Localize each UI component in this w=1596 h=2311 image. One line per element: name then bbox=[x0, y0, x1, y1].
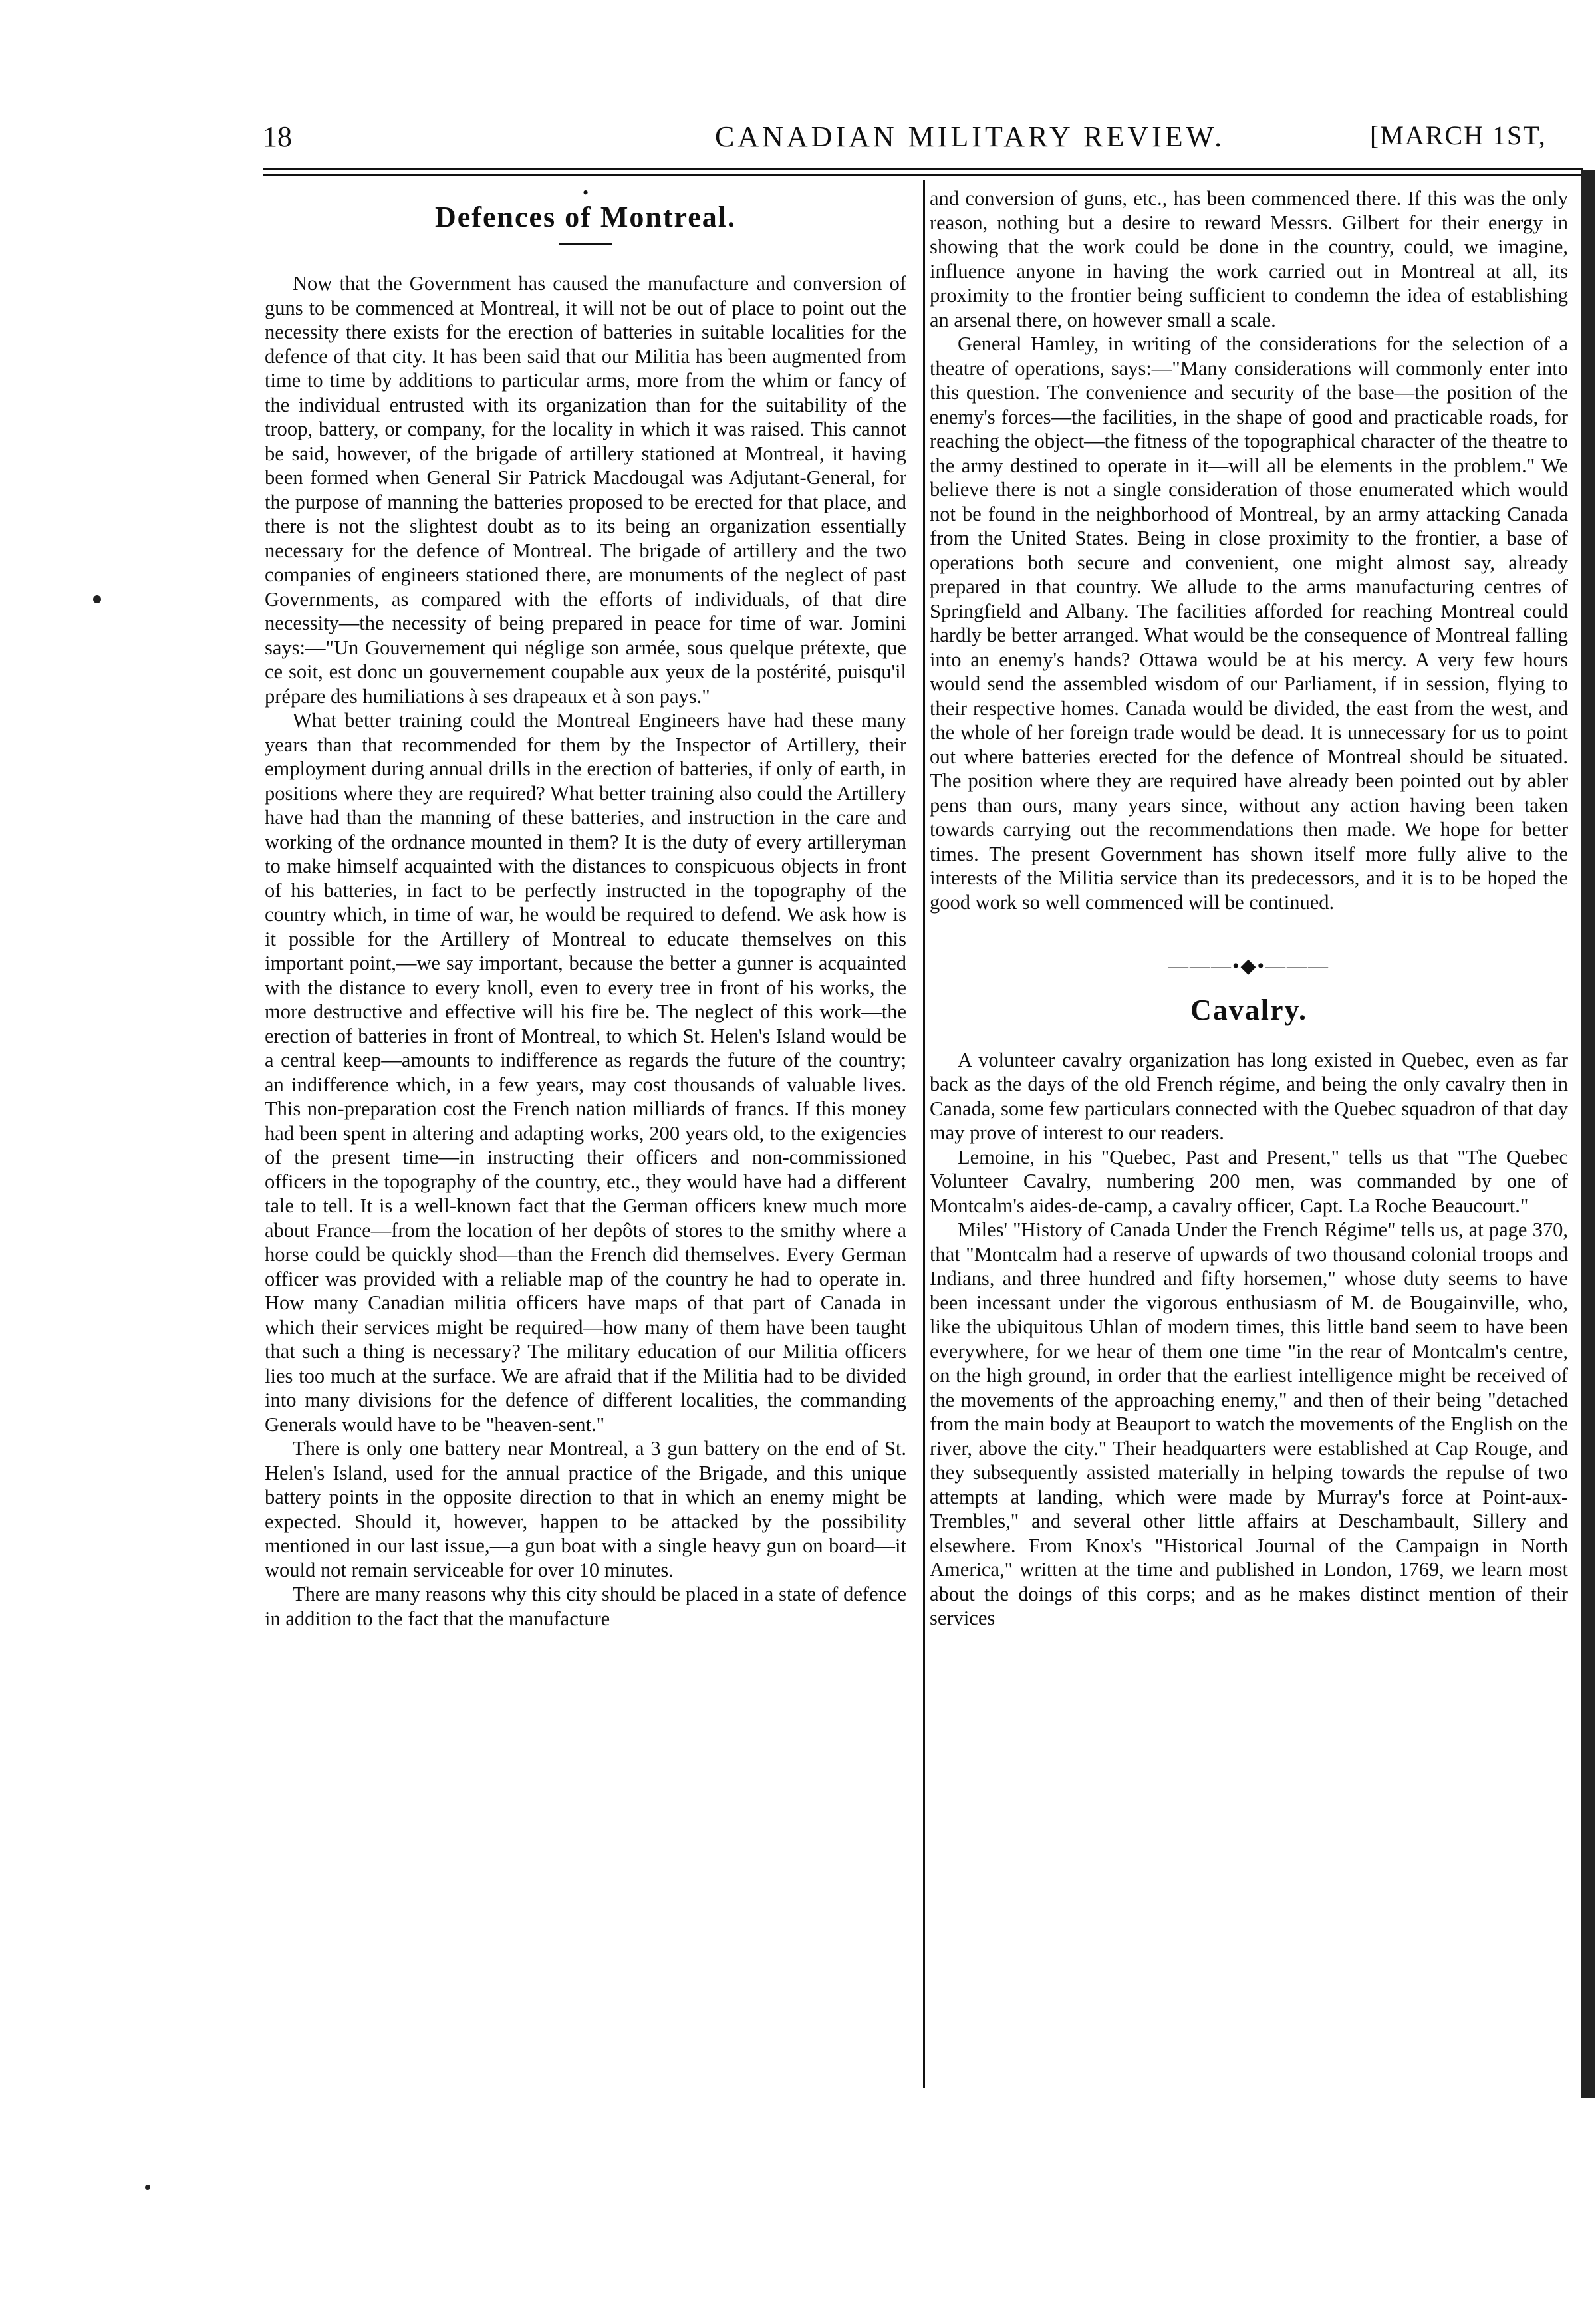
article-paragraph: Lemoine, in his "Quebec, Past and Present," tells us that "The Quebec Volunteer Cavalry, numbering 200 men, was commanded by one of Montcalm's aides-de-camp, a cavalry officer, Capt. La Roche Beaucourt." bbox=[930, 1145, 1568, 1217]
article-paragraph: A volunteer cavalry organization has long existed in Quebec, even as far back as the days of the old French régime, and being the only cavalry then in Canada, some few particulars connected with the Quebec squadron of that day may prove of interest to our readers. bbox=[930, 1048, 1568, 1144]
section-ornament: ———•◆•——— bbox=[1168, 955, 1330, 977]
page-number: 18 bbox=[263, 120, 292, 153]
article-paragraph: What better training could the Montreal Engineers have had these many years than that recommended for them by the Inspector of Artillery, their employment during annual drills in the erection of batteries, if only of earth, in positions where they are required? What better training also could the Artillery have had than the manning of these batteries, and instruction in the care and working of the ordnance mounted in them? It is the duty of every artilleryman to make himself acquainted with the distances to conspicuous objects in front of his batteries, in fact to be perfectly instructed in the topography of the country which, in time of war, he would be required to defend. We ask how is it possible for the Artillery of Montreal to educate themselves on this important point,—we say important, because the better a gunner is acquainted with the distance to every knoll, even to every tree in front of his works, the more destructive and effective will his fire be. The neglect of this work—the erection of batteries in front of Montreal, to which St. Helen's Island would be a central keep—amounts to indifference as regards the future of the country; an indifference which, in a few years, may cost thousands of valuable lives. This non-preparation cost the French nation milliards of francs. If this money had been spent in altering and adapting works, 200 years old, to the exigencies of the present time—in instructing their officers and non-commissioned officers in the topography of the country, etc., they would have had a different tale to tell. It is a well-known fact that the German officers knew much more about France—from the location of her depôts of stores to the smithy where a horse could be quickly shod—than the French did themselves. Every German officer was provided with a reliable map of the country he had to operate in. How many Canadian militia officers have maps of that part of Canada in which their services might be required—how many of them have been taught that such a thing is necessary? The military education of our Militia officers lies too much at the surface. We are afraid that if the Militia had to be divided into many divisions for the defence of different localities, the commanding Generals would have to be "heaven-sent." bbox=[265, 709, 906, 1436]
article-paragraph: Miles' "History of Canada Under the French Régime" tells us, at page 370, that "Montcalm had a reserve of upwards of two thousand colonial troops and Indians, and three hundred and fifty horsemen," whose duty seems to have been incessant under the vigorous enthusiasm of M. de Bougainville, who, like the ubiquitous Uhlan of modern times, this little band seem to have been everywhere, for we hear of them one time "in the rear of Montcalm's centre, on the high ground, in order that the earliest intelligence might be received of the movements of the approaching enemy," and then of their being "detached from the main body at Beauport to watch the movements of the English on the river, above the city." Their headquarters were established at Cap Rouge, and they subsequently assisted materially in helping towards the repulse of two attempts at landing, which were made by Murray's force at Point-aux-Trembles," and several other little affairs at Deschambault, Sillery and elsewhere. From Knox's "Historical Journal of the Campaign in North America," written at the time and published in London, 1769, we learn most about the doings of this corps; and as he makes distinct mention of their services bbox=[930, 1218, 1568, 1629]
running-head bbox=[263, 114, 1593, 161]
column-divider bbox=[923, 180, 925, 2088]
article-title-cavalry: Cavalry. bbox=[1190, 993, 1308, 1026]
article-paragraph: There is only one battery near Montreal, a 3 gun battery on the end of St. Helen's Island, used for the annual practice of the Brigade, and this unique battery points in the opposite direction to that in which an enemy might be expected. Should it, however, happen to be attacked by the possibility mentioned in our last issue,—a gun boat with a single heavy gun on board—it would not remain serviceable for over 10 minutes. bbox=[265, 1437, 906, 1581]
journal-title: CANADIAN MILITARY REVIEW. bbox=[715, 120, 1226, 153]
title-bullet: • bbox=[582, 183, 589, 202]
header-rule-thin bbox=[263, 174, 1583, 176]
article-paragraph: General Hamley, in writing of the considerations for the selection of a theatre of operations, says:—"Many considerations will commonly enter into this question. The convenience and security of the base—the position of the enemy's forces—the facilities, in the shape of good and practicable roads, for reaching the object—the fitness of the topographical character of the theatre to the army destined to operate in it—will all be elements in the problem." We believe there is not a single consideration of those enumerated which would not be found in the neighborhood of Montreal, by an army attacking Canada from the United States. Being in close proximity to the frontier, a base of operations both secure and convenient, one might almost say, already prepared in that country. We allude to the arms manufacturing centres of Springfield and Albany. The facilities afforded for reaching Montreal could hardly be better arranged. What would be the consequence of Montreal falling into an enemy's hands? Ottawa would be at his mercy. A very few hours would send the assembled wisdom of our Parliament, if in session, flying to their respective homes. Canada would be divided, the east from the west, and the whole of her foreign trade would be dead. It is unnecessary for us to point out where batteries erected for the defence of Montreal should be situated. The position where they are required have already been pointed out by abler pens than ours, many years since, without any action having been taken towards carrying out the recommendations then made. We hope for better times. The present Government has shown itself more fully alive to the interests of the Militia service than its predecessors, and it is to be hoped the good work so well commenced will be continued. bbox=[930, 333, 1568, 914]
scan-edge-shadow bbox=[1581, 170, 1595, 2098]
margin-speck bbox=[145, 2185, 150, 2190]
article-paragraph: Now that the Government has caused the manufacture and conversion of guns to be commenced at Montreal, it will not be out of place to point out the necessity there exists for the erection of batteries in suitable localities for the defence of that city. It has been said that our Militia has been augmented from time to time by additions to particular arms, more from the whim or fancy of the individual entrusted with its organization than for the suitability of the troop, battery, or company, for the locality in which it was raised. This cannot be said, however, of the brigade of artillery stationed at Montreal, it having been formed when General Sir Patrick Macdougal was Adjutant-General, for the purpose of manning the batteries proposed to be erected for that place, and there is not the slightest doubt as to its being an organization essentially necessary for the defence of Montreal. The brigade of artillery and the two companies of engineers stationed there, are monuments of the neglect of past Governments, as compared with the efforts of individuals, of that dire necessity—the necessity of being prepared in peace for time of war. Jomini says:—"Un Gouvernement qui néglige son armée, sous quelque prétexte, que ce soit, est donc un gouvernement coupable aux yeux de la postérité, puisqu'il prépare des humiliations à ses drapeaux et à son pays." bbox=[265, 272, 906, 708]
title-gap bbox=[930, 1028, 1568, 1048]
article-title-defences: Defences of Montreal. bbox=[435, 201, 736, 233]
right-column bbox=[930, 186, 1568, 1631]
margin-speck bbox=[93, 595, 101, 603]
article-paragraph: There are many reasons why this city should be placed in a state of defence in addition to the fact that the manufacture bbox=[265, 1583, 906, 1630]
issue-date: [MARCH 1ST, bbox=[1370, 120, 1547, 150]
header-rule bbox=[263, 168, 1583, 170]
article-paragraph: and conversion of guns, etc., has been commenced there. If this was the only reason, nothing but a desire to reward Messrs. Gilbert for their energy in showing that the work could be done in the country, could, we imagine, influence anyone in having the work carried out in Montreal at all, its proximity to the frontier being sufficient to condemn the idea of establishing an arsenal there, on however small a scale. bbox=[930, 187, 1568, 331]
left-column bbox=[265, 183, 906, 1631]
title-rule bbox=[559, 243, 612, 245]
